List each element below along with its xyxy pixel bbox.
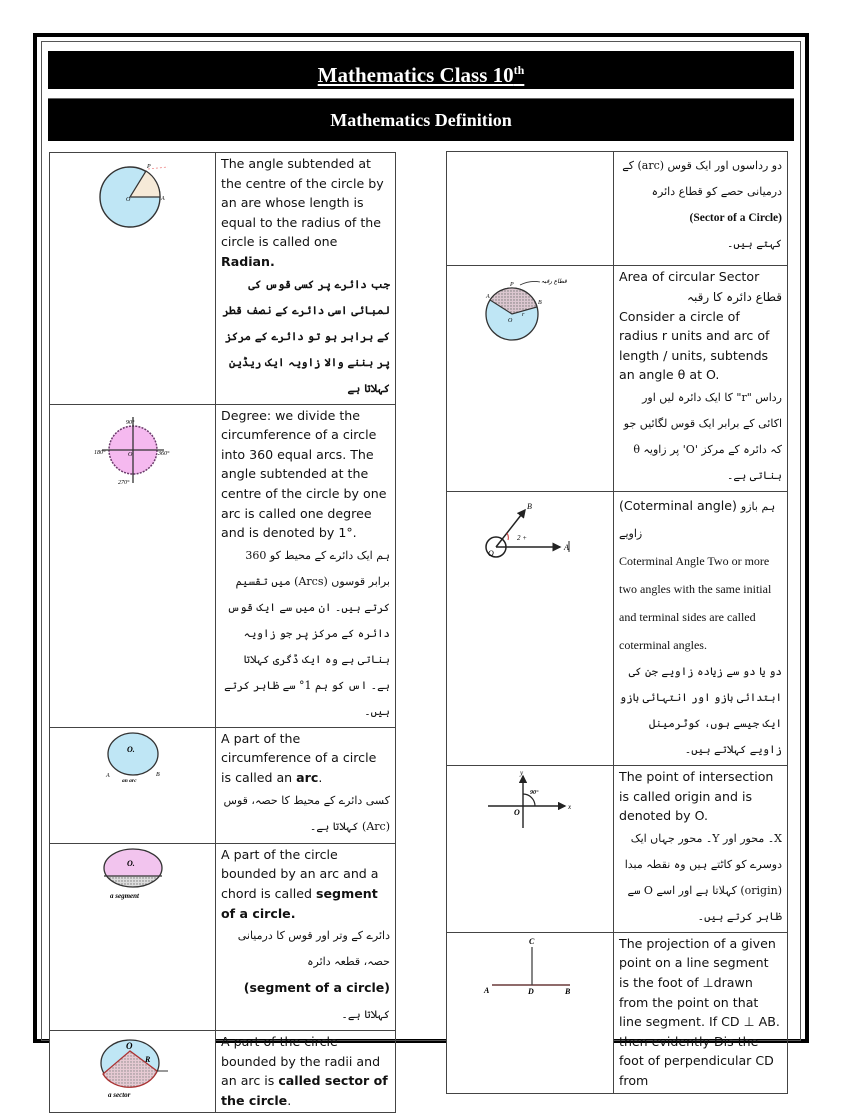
definition-text: Degree: we divide the circumference of a circle into 360 equal arcs. The angle subtended at the centre of the circle by one arc is called one degree and is denoted by 1°. xyxy=(221,407,387,541)
urdu-text: دو یا دو سے زیادہ زاویے جن کی ابتدائی بازو اور انتہائی بازو ایک جیسے ہوں، کوٹرمینل زاویے کہلاتے ہیں۔ xyxy=(619,664,782,756)
segment-region xyxy=(102,876,164,890)
urdu-text-line xyxy=(619,205,782,231)
label-b: B xyxy=(527,501,532,511)
definition-term: arc xyxy=(296,769,319,785)
urdu-text-line xyxy=(221,975,390,1002)
urdu-text: ہم ایک دائرے کے محیط کو 360 برابر قوسوں (Arcs) میں تقسیم کرتے ہیں۔ ان میں سے ایک قوس دائرہ کے مرکز پر جو زاویہ بناتی ہے وہ ایک ڈگری کہلاتا ہے۔ اس کو ہم 1° سے ظاہر کرتے ہیں۔ xyxy=(224,548,390,718)
label-center: O xyxy=(125,1041,132,1052)
urdu-text: جب دائرے پر کسی قوس کی لمبائی اسی دائرے کے نصف قطر کے برابر ہو تو دائرے کے مرکز پر بننے والا زاویہ ایک ریڈین کہلاتا ہے xyxy=(222,277,390,395)
table-row xyxy=(50,1031,396,1113)
figure-cell xyxy=(447,765,614,932)
definition-text: A part of the circle bounded by an arc and a chord is called xyxy=(221,846,379,901)
figure-cell xyxy=(447,266,614,492)
figure-cell xyxy=(447,152,614,266)
definition-term: segment of a circle. xyxy=(221,885,378,921)
label-p: P xyxy=(146,164,151,170)
label-270: 270° xyxy=(117,479,129,486)
page-title-banner xyxy=(48,51,794,89)
definition-cell xyxy=(216,727,396,843)
origin-axes-diagram xyxy=(480,766,580,836)
urdu-bold-term: (segment of a circle) xyxy=(243,980,390,996)
figure-cell xyxy=(50,1031,216,1113)
urdu-heading: ہم بازو زاویے xyxy=(619,499,776,540)
label-b: B xyxy=(155,771,160,778)
section-title: Mathematics Definition xyxy=(330,110,512,130)
label-urdu: قطاع رقبہ xyxy=(541,279,567,285)
definition-cell xyxy=(614,266,788,492)
definition-text: Coterminal Angle Two or more two angles with the same initial and terminal sides are called coterminal angles. xyxy=(619,553,772,652)
section-title-banner xyxy=(48,98,794,141)
table-row xyxy=(447,266,788,492)
label-center: O xyxy=(127,451,132,458)
definition-heading-line xyxy=(619,493,782,547)
urdu-text: رداس "r" کا ایک دائرہ لیں اور اکائی کے برابر ایک قوس لگائیں جو کہ دائرہ کے مرکز 'O' پر زاویہ θ بناتی ہے۔ xyxy=(623,390,782,482)
figure-cell xyxy=(447,932,614,1093)
figure-cell xyxy=(50,727,216,843)
definition-text-end: . xyxy=(287,1092,292,1108)
radius-marker-line xyxy=(148,167,168,169)
arc-circle xyxy=(108,733,158,775)
label-a: A xyxy=(105,772,110,779)
label-a: A xyxy=(160,196,165,202)
label-x: x xyxy=(568,802,572,811)
arc-diagram xyxy=(93,728,173,788)
definition-text: The angle subtended at the centre of the circle by an are whose length is equal to the radius of the circle is called one xyxy=(221,156,384,250)
definition-cell xyxy=(614,152,788,266)
table-row xyxy=(447,152,788,266)
coterminal-angle-diagram xyxy=(480,492,580,572)
urdu-text-end: کہتے ہیں۔ xyxy=(726,237,782,250)
urdu-heading: قطاع دائرہ کا رقبہ xyxy=(686,289,782,304)
label-b: B xyxy=(538,300,542,306)
definition-text: A part of the circle bounded by the radii and an arc is xyxy=(221,1034,381,1089)
label-180: 180° xyxy=(93,449,105,456)
definition-cell xyxy=(216,1031,396,1113)
definition-text-end: . xyxy=(318,769,323,785)
label-360: 360° xyxy=(157,450,169,457)
label-d: D xyxy=(528,986,534,996)
urdu-text: کسی دائرے کے محیط کا حصہ، قوس (Arc) کہلاتا ہے۔ xyxy=(223,793,390,833)
definition-text: Consider a circle of radius r units and arc of length / units, subtends an angle θ at O. xyxy=(619,308,770,383)
label-center: O. xyxy=(126,858,135,868)
definition-text: The point of intersection is called origin and is denoted by O. xyxy=(619,768,774,824)
label-a: A xyxy=(564,542,569,552)
label-p: P xyxy=(510,282,514,288)
page-title-superscript: th xyxy=(513,63,525,77)
label-angle: 2 + xyxy=(517,533,527,542)
radian-circle-diagram xyxy=(88,153,178,233)
label-origin: O xyxy=(514,807,520,817)
definition-cell xyxy=(614,932,788,1093)
definition-term: Radian. xyxy=(221,253,275,269)
definition-cell xyxy=(216,843,396,1030)
urdu-text: دائرے کے وتر اور قوس کا درمیانی حصہ، قطعہ دائرہ xyxy=(237,929,390,969)
label-center: O. xyxy=(126,744,135,754)
urdu-text: دو رداسوں اور ایک قوس (arc) کے درمیانی حصے کو قطاع دائرہ xyxy=(622,159,782,198)
segment-diagram xyxy=(88,844,178,904)
label-a: A xyxy=(486,294,490,300)
label-b: B xyxy=(565,986,571,996)
label-90: 90° xyxy=(125,419,134,426)
definition-cell xyxy=(216,404,396,727)
table-row xyxy=(447,491,788,765)
figure-caption: a sector xyxy=(107,1091,130,1100)
label-radius: r xyxy=(522,312,525,318)
definition-text: A part of the circumference of a circle is called an xyxy=(221,730,377,785)
definition-cell xyxy=(216,153,396,405)
urdu-text: X۔ محور اور Y۔ محور جہاں ایک دوسرے کو کاٹتے ہیں وہ نقطہ مبدا (origin) کہلاتا ہے اور اسے O سے ظاہر کرتے ہیں۔ xyxy=(624,831,782,923)
table-row xyxy=(50,153,396,405)
left-definitions-table xyxy=(49,152,396,1113)
page-title-text: Mathematics Class 10 xyxy=(317,63,514,87)
angle-arc xyxy=(507,533,508,540)
label-radius: R xyxy=(144,1055,150,1065)
page-title xyxy=(318,63,525,87)
label-a: A xyxy=(484,985,490,995)
table-row xyxy=(447,765,788,932)
urdu-bold-term: (Sector of a Circle) xyxy=(689,212,782,224)
definition-text: The projection of a given point on a line segment is the foot of ⊥drawn from the point on that line segment. If CD ⊥ AB. then evidently Dis the foot of perpendicular CD from xyxy=(619,935,780,1088)
table-row xyxy=(50,404,396,727)
label-origin: O xyxy=(488,548,494,558)
figure-cell xyxy=(50,404,216,727)
definition-cell xyxy=(614,491,788,765)
label-c: C xyxy=(529,936,535,946)
table-row xyxy=(50,843,396,1030)
sector-diagram xyxy=(88,1031,178,1101)
perpendicular-projection-diagram xyxy=(480,933,580,1013)
figure-cell xyxy=(50,843,216,1030)
definition-heading: (Coterminal angle) xyxy=(619,497,737,513)
label-center: O xyxy=(125,197,130,203)
right-definitions-table xyxy=(446,151,788,1094)
figure-cell xyxy=(447,491,614,765)
label-y: y xyxy=(520,768,524,777)
urdu-text-end: کہلاتا ہے۔ xyxy=(341,1008,390,1022)
sector-area-diagram xyxy=(480,266,580,346)
degree-circle-diagram xyxy=(88,405,178,495)
figure-cell xyxy=(50,153,216,405)
table-row xyxy=(447,932,788,1093)
figure-caption: an arc xyxy=(121,777,137,784)
definition-cell xyxy=(614,765,788,932)
definition-term: called sector of the circle xyxy=(221,1073,388,1108)
figure-caption: a segment xyxy=(109,891,139,900)
definition-heading: Area of circular Sector xyxy=(619,269,760,284)
table-row xyxy=(50,727,396,843)
label-angle: 90° xyxy=(530,789,539,796)
label-center: O xyxy=(508,318,513,324)
